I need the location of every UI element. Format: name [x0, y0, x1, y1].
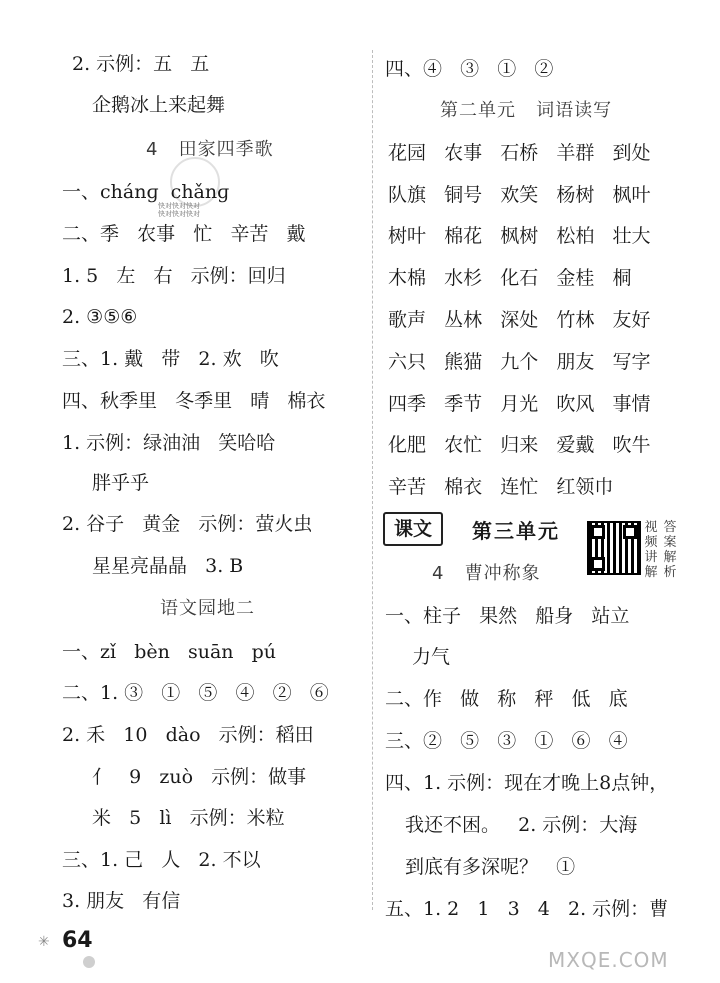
section-heading: 语文园地二	[160, 598, 255, 619]
answer-line: 三、② ⑤ ③ ① ⑥ ④	[385, 730, 628, 752]
word-row: 辛苦 棉衣 连忙 红领巾	[388, 476, 614, 498]
answer-line: 1. 示例：绿油油 笑哈哈	[62, 432, 276, 454]
answer-line: 1. 5 左 右 示例：回归	[62, 265, 286, 287]
answer-line: 我还不困。 2. 示例：大海	[405, 814, 638, 836]
answer-line: 星星亮晶晶 3. B	[92, 555, 244, 577]
qr-code-icon[interactable]	[587, 521, 641, 575]
answer-line: 企鹅冰上来起舞	[92, 94, 226, 116]
word-row: 树叶 棉花 枫树 松柏 壮大	[388, 225, 651, 247]
word-row: 木棉 水杉 化石 金桂 桐	[388, 267, 632, 289]
answer-line: 二、季 农事 忙 辛苦 戴	[62, 223, 306, 245]
answer-line: 2. 禾 10 dào 示例：稻田	[62, 724, 314, 746]
unit-heading: 第三单元	[472, 519, 560, 543]
answer-line: 四、1. 示例：现在才晚上8点钟，	[385, 772, 669, 794]
answer-line: 二、1. ③ ① ⑤ ④ ② ⑥	[62, 682, 329, 704]
watermark-footer: MXQE.COM	[548, 948, 669, 972]
answer-line: 四、秋季里 冬季里 晴 棉衣	[62, 390, 326, 412]
kewen-badge: 课文	[383, 512, 443, 546]
answer-line: 力气	[412, 646, 451, 668]
column-divider	[372, 50, 374, 910]
answer-line: 2. 谷子 黄金 示例：萤火虫	[62, 513, 313, 535]
answer-line: 二、作 做 称 秤 低 底	[385, 688, 628, 710]
answer-line: 到底有多深呢？ ①	[405, 856, 576, 878]
answer-line: 亻 9 zuò 示例：做事	[92, 766, 307, 788]
qr-caption-video: 视频讲解	[644, 520, 658, 580]
answer-line: 三、1. 己 人 2. 不以	[62, 849, 261, 871]
lesson-heading: 4 田家四季歌	[146, 139, 274, 160]
answer-line: 一、chánɡ chǎnɡ	[62, 181, 230, 203]
word-row: 化肥 农忙 归来 爱戴 吹牛	[388, 434, 651, 456]
answer-line: 三、1. 戴 带 2. 欢 吹	[62, 348, 279, 370]
answer-line: 四、④ ③ ① ②	[385, 58, 554, 80]
word-row: 歌声 丛林 深处 竹林 友好	[388, 309, 651, 331]
decorative-dot	[83, 956, 95, 968]
star-icon: ✳	[38, 934, 50, 950]
watermark-tag: 快对快对快对 快对快对快对	[158, 202, 200, 218]
answer-line: 胖乎乎	[92, 472, 150, 494]
answer-line: 米 5 lì 示例：米粒	[92, 807, 285, 829]
qr-caption-answer: 答案解析	[663, 520, 677, 580]
answer-line: 一、zǐ bèn suān pú	[62, 641, 277, 663]
answer-line: 一、柱子 果然 船身 站立	[385, 605, 630, 627]
answer-line: 3. 朋友 有信	[62, 890, 181, 912]
word-row: 花园 农事 石桥 羊群 到处	[388, 142, 651, 164]
page-number: 64	[62, 928, 93, 953]
unit-heading: 第二单元 词语读写	[440, 100, 613, 121]
word-row: 四季 季节 月光 吹风 事情	[388, 393, 651, 415]
answer-line: 2. 示例：五 五	[72, 53, 210, 75]
lesson-heading: 4 曹冲称象	[432, 563, 541, 584]
answer-line: 五、1. 2 1 3 4 2. 示例：曹	[385, 898, 669, 920]
word-row: 六只 熊猫 九个 朋友 写字	[388, 351, 651, 373]
answer-line: 2. ③⑤⑥	[62, 306, 138, 328]
word-row: 队旗 铜号 欢笑 杨树 枫叶	[388, 184, 651, 206]
